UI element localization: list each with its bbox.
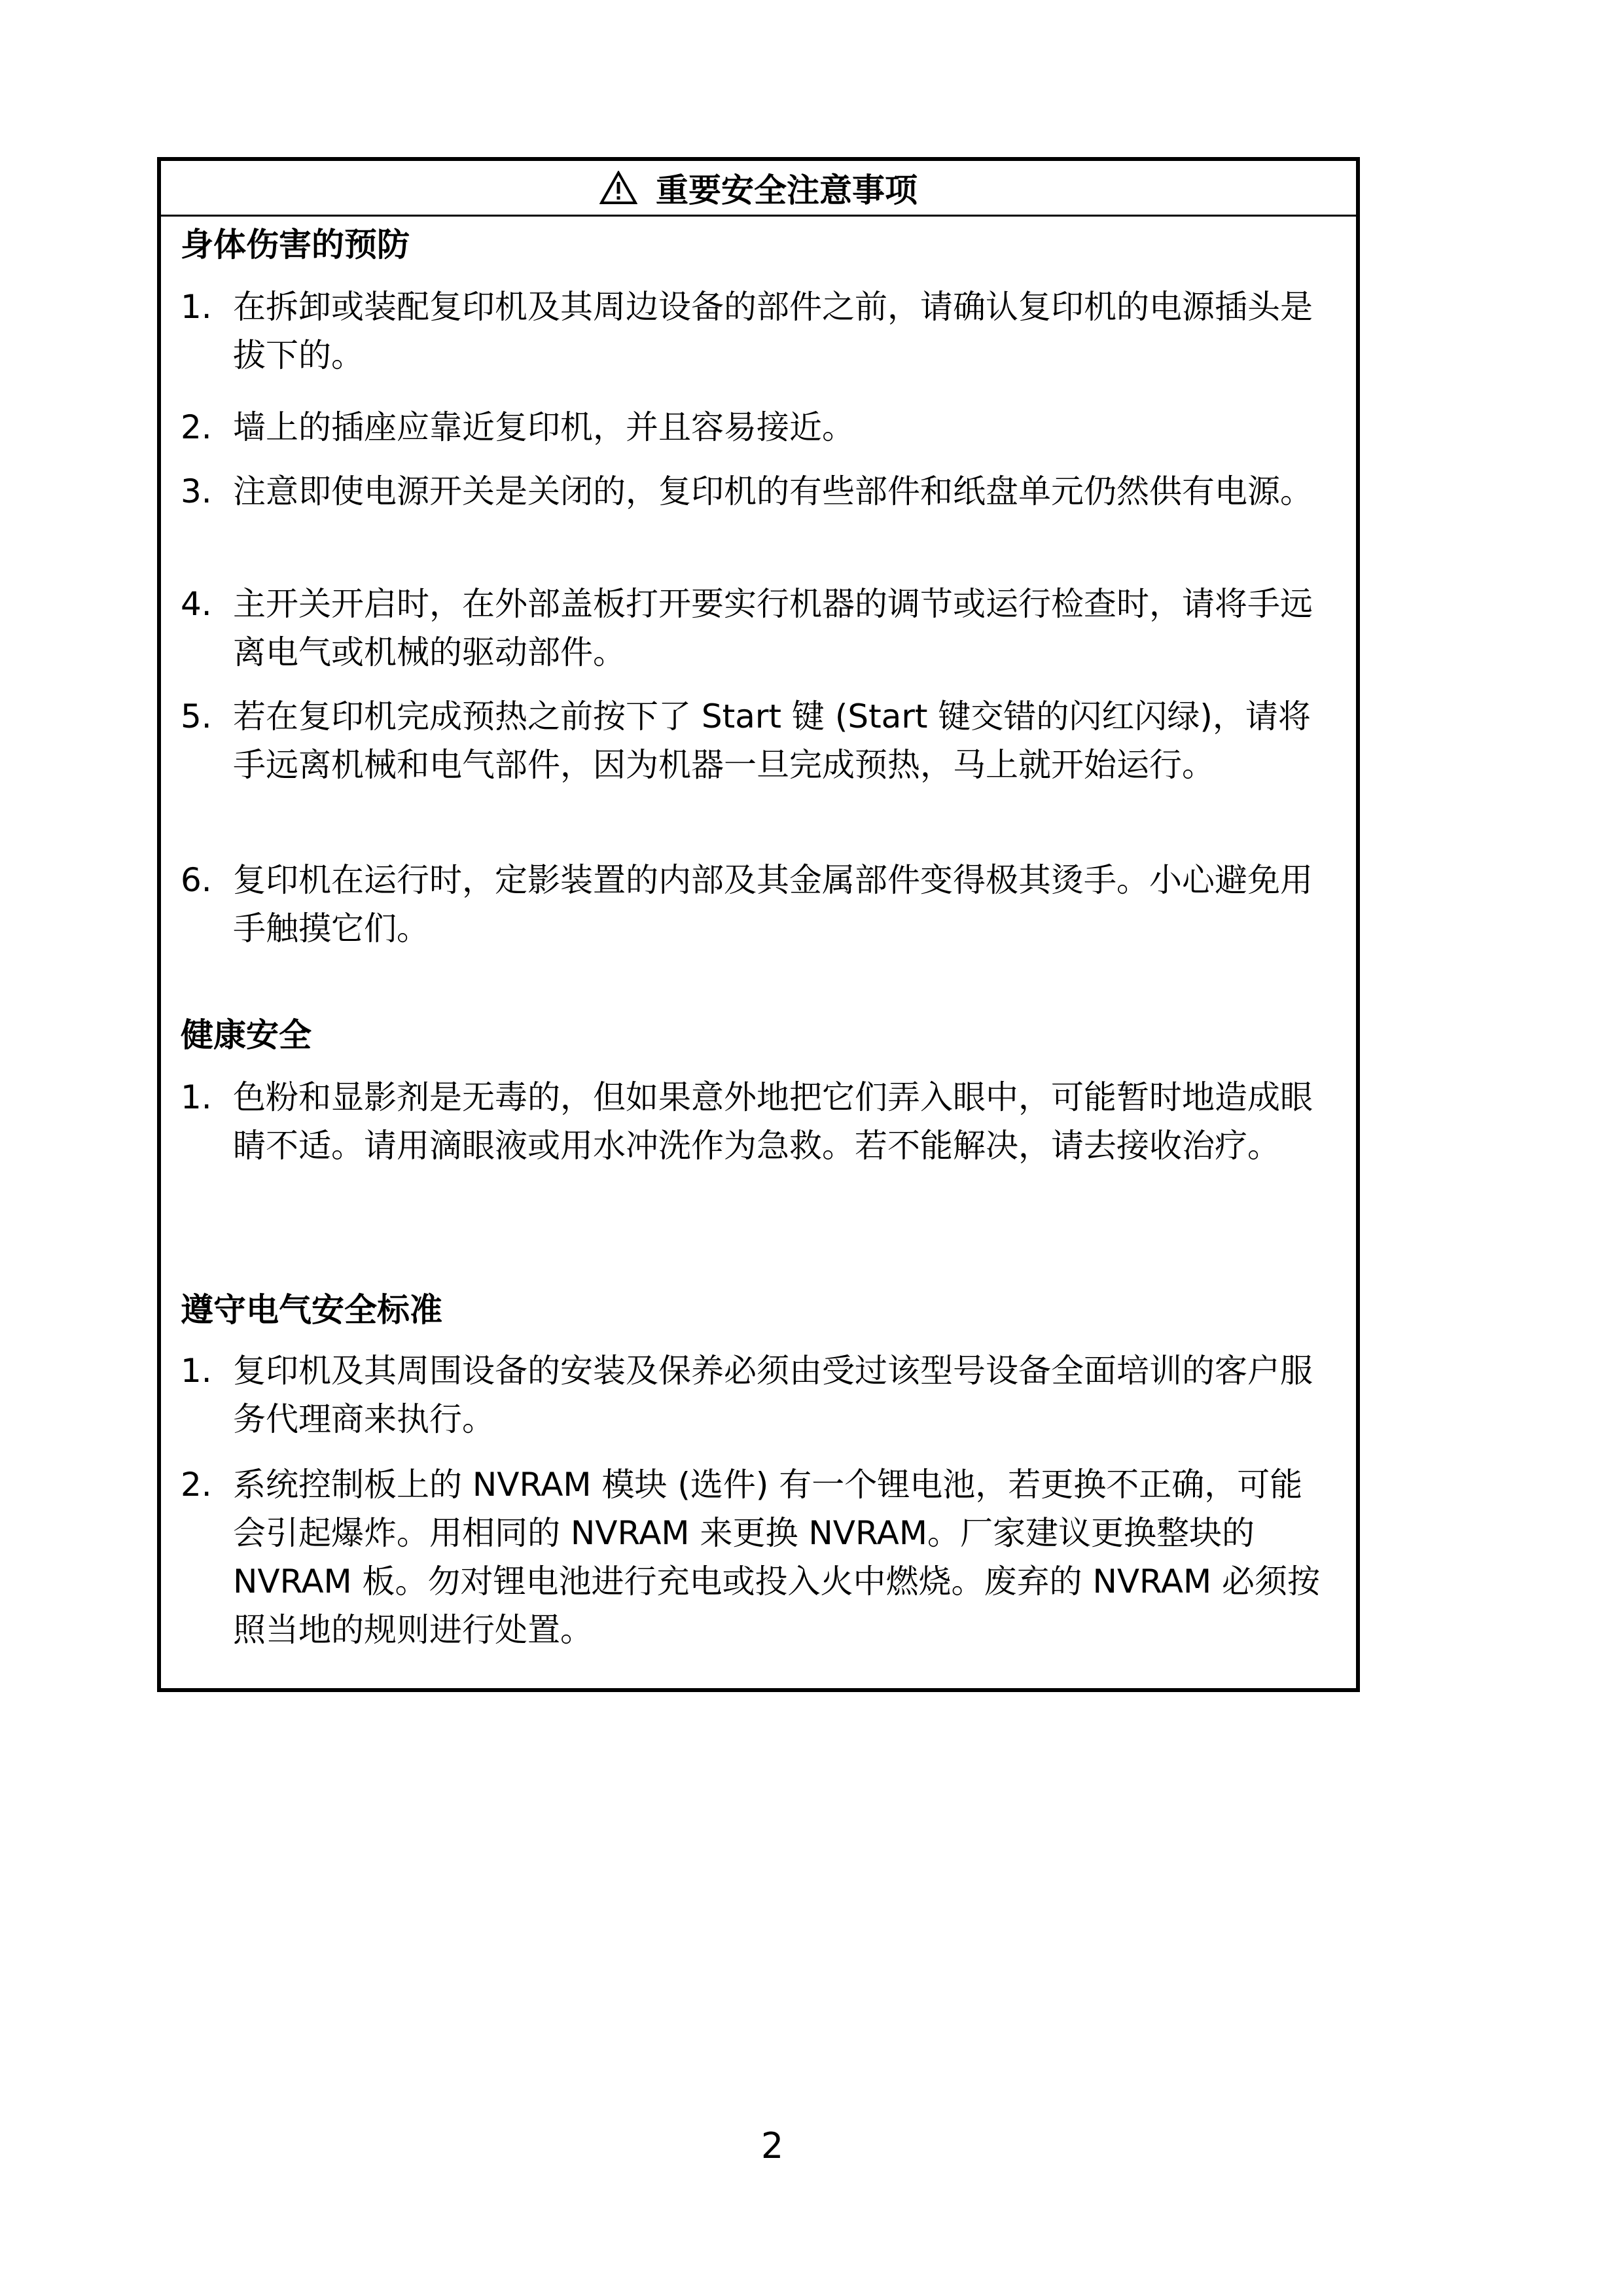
list-item [181, 467, 1332, 516]
list-item [181, 1347, 1332, 1443]
item-text: 墙上的插座应靠近复印机，并且容易接近。 [233, 408, 855, 446]
item-number: 1. [181, 288, 212, 326]
warning-triangle-icon [599, 171, 637, 205]
item-number: 1. [181, 1352, 212, 1390]
list-item [181, 283, 1332, 380]
item-text: 复印机在运行时，定影装置的内部及其金属部件变得极其烫手。小心避免用手触摸它们。 [233, 861, 1313, 947]
item-number: 1. [181, 1078, 212, 1116]
notice-header [161, 161, 1356, 217]
section-heading-electrical-safety: 遵守电气安全标准 [181, 1290, 442, 1329]
item-text: 主开关开启时，在外部盖板打开要实行机器的调节或运行检查时，请将手远离电气或机械的驱动部件。 [233, 585, 1313, 671]
list-item [181, 1460, 1332, 1654]
item-text: 系统控制板上的 NVRAM 模块 (选件) 有一个锂电池，若更换不正确，可能会引起爆炸。用相同的 NVRAM 来更换 NVRAM。厂家建议更换整块的 NVRAM 板。勿对锂电池进行充电或投入火中燃烧。废弃的 NVRAM 必须按照当地的规则进行处置。 [233, 1466, 1321, 1649]
list-item [181, 692, 1332, 789]
safety-notice-box [157, 157, 1360, 1692]
item-text: 在拆卸或装配复印机及其周边设备的部件之前，请确认复印机的电源插头是拔下的。 [233, 288, 1313, 374]
list-item [181, 1073, 1332, 1170]
section-heading-health-safety: 健康安全 [181, 1016, 312, 1054]
item-text: 色粉和显影剂是无毒的，但如果意外地把它们弄入眼中，可能暂时地造成眼睛不适。请用滴眼液或用水冲洗作为急救。若不能解决，请去接收治疗。 [233, 1078, 1313, 1165]
item-text: 注意即使电源开关是关闭的，复印机的有些部件和纸盘单元仍然供有电源。 [233, 472, 1313, 510]
list-item [181, 856, 1332, 953]
page-number: 2 [760, 2125, 784, 2166]
list-item [181, 403, 1332, 451]
item-number: 4. [181, 585, 212, 623]
notice-title: 重要安全注意事项 [656, 171, 918, 209]
item-number: 2. [181, 408, 212, 446]
item-number: 5. [181, 698, 212, 735]
section-heading-injury-prevention: 身体伤害的预防 [181, 225, 410, 264]
item-number: 3. [181, 472, 212, 510]
item-number: 6. [181, 861, 212, 899]
item-number: 2. [181, 1466, 212, 1504]
item-text: 若在复印机完成预热之前按下了 Start 键 (Start 键交错的闪红闪绿)，请将手远离机械和电气部件，因为机器一旦完成预热，马上就开始运行。 [233, 698, 1311, 784]
list-item [181, 580, 1332, 677]
item-text: 复印机及其周围设备的安装及保养必须由受过该型号设备全面培训的客户服务代理商来执行。 [233, 1352, 1313, 1438]
